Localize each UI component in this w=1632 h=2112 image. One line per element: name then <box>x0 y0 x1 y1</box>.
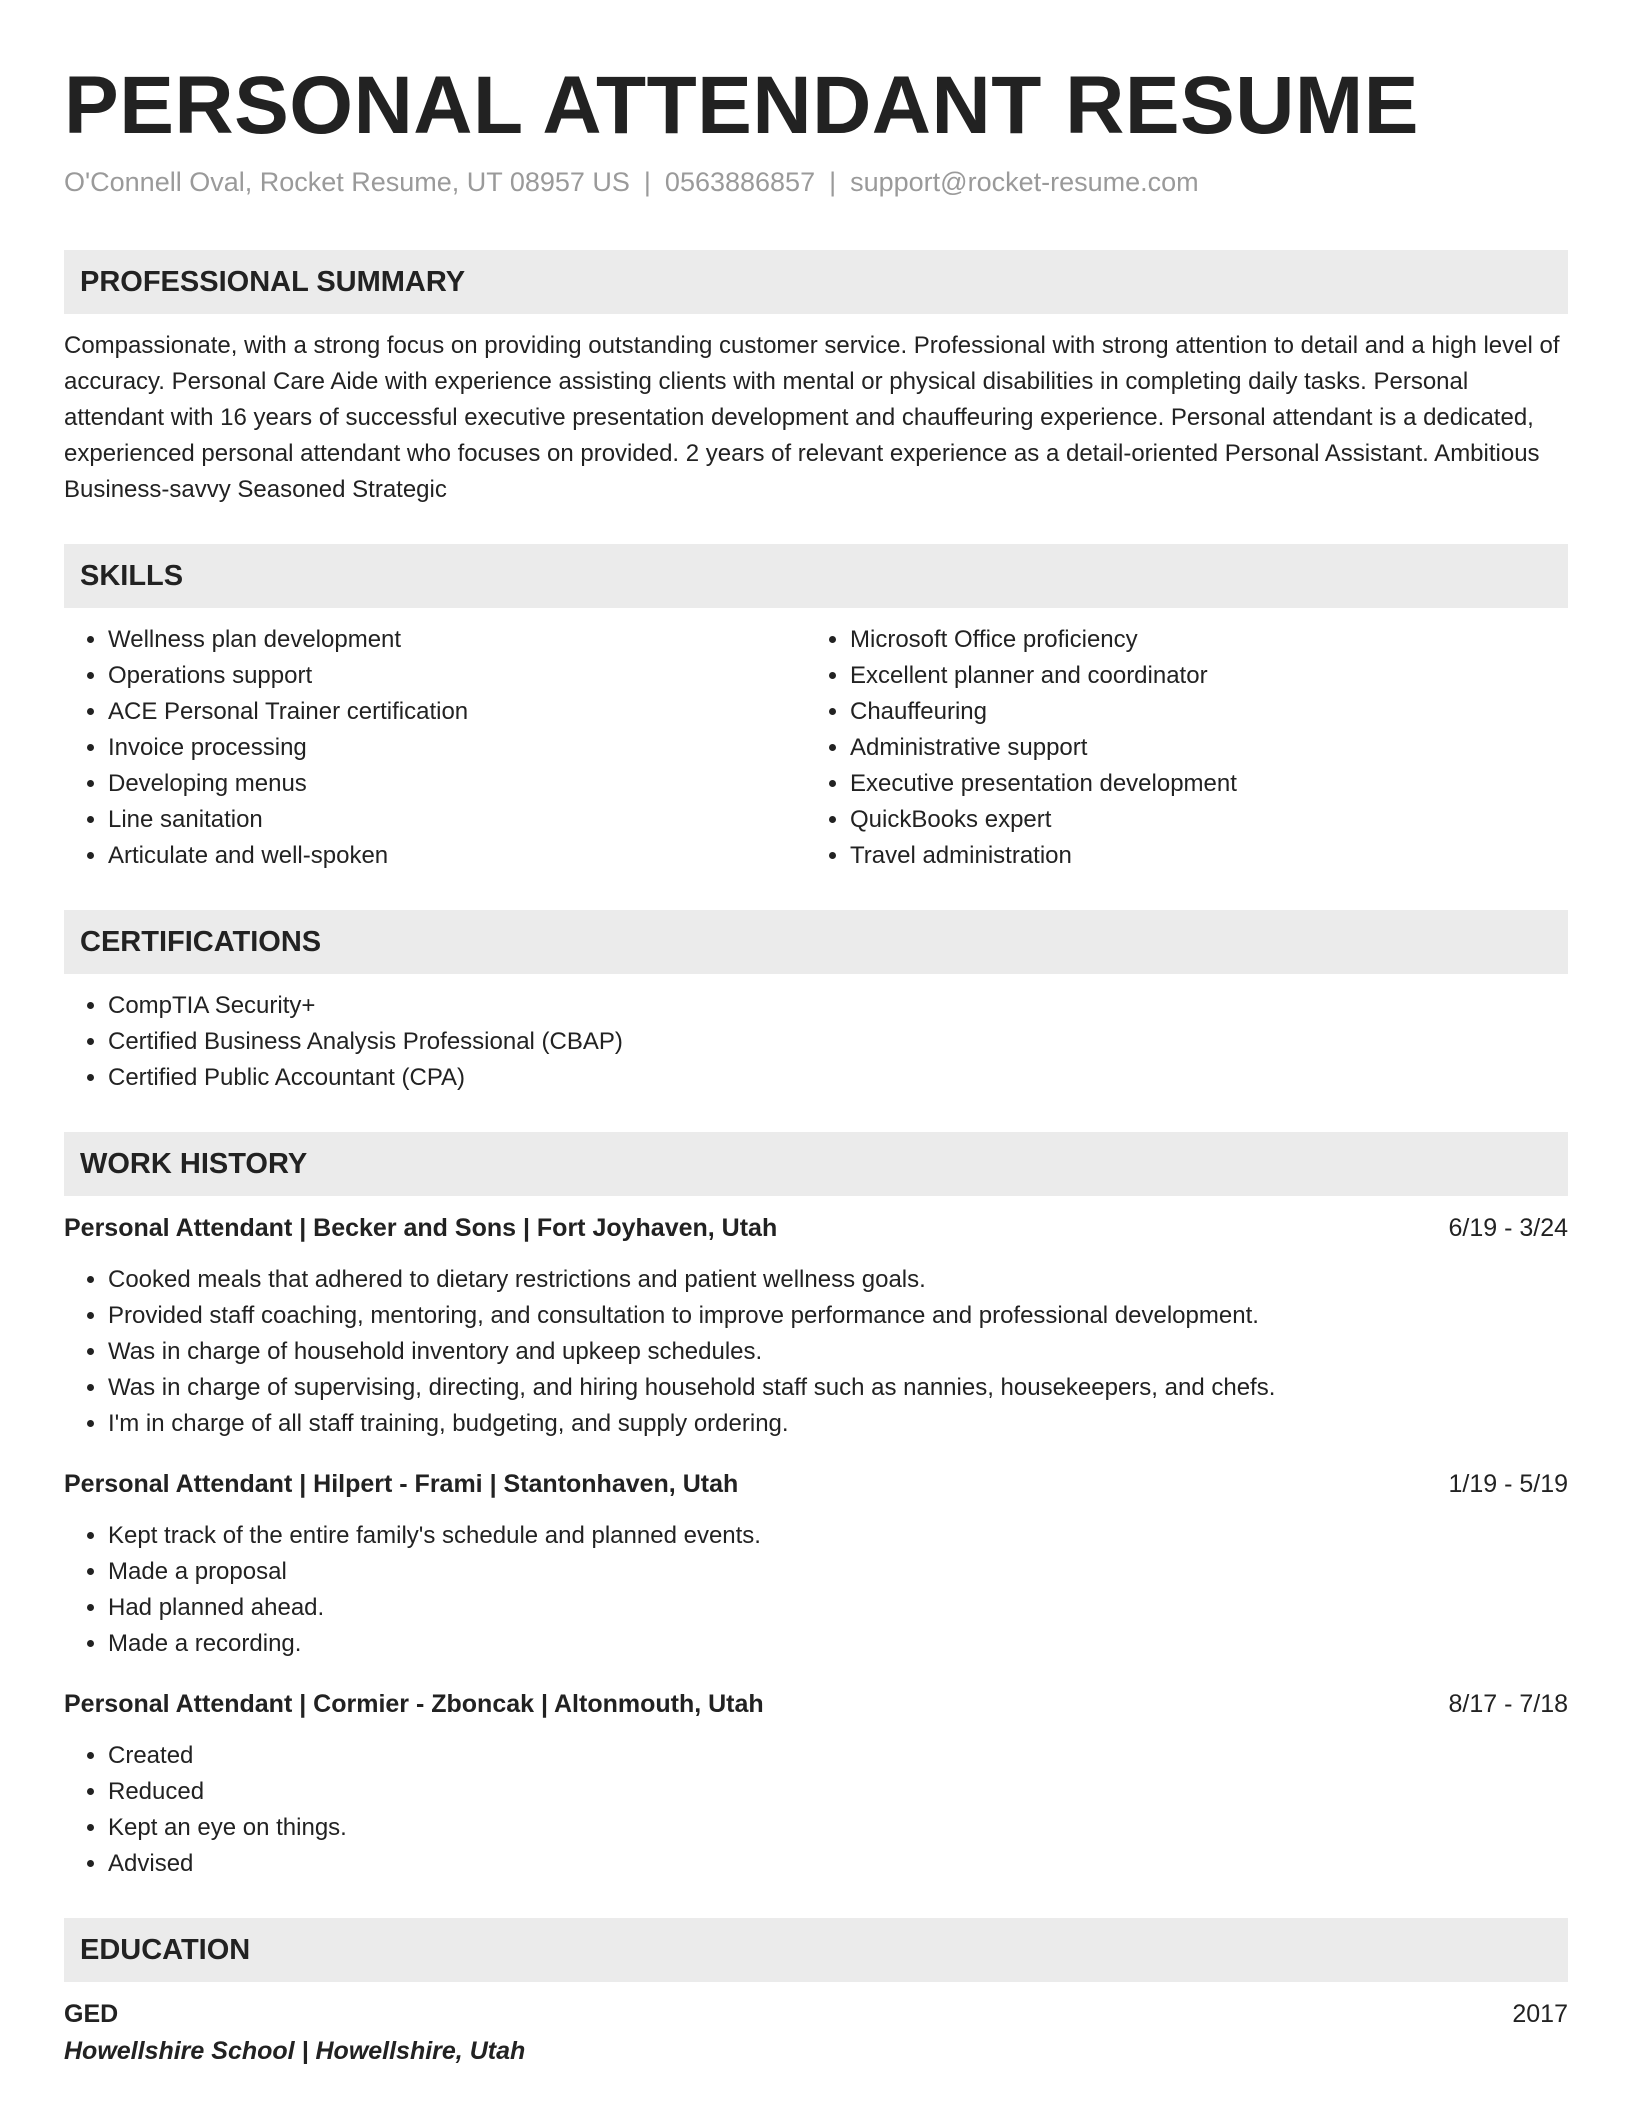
skill-item: • Administrative support <box>850 730 1548 766</box>
skill-item: • Executive presentation development <box>850 766 1548 802</box>
skill-item: • Wellness plan development <box>108 622 806 658</box>
job-header <box>64 1686 1568 1722</box>
job-title: Personal Attendant | Becker and Sons | Fort Joyhaven, Utah <box>64 1214 778 1242</box>
education-heading: EDUCATION <box>64 1918 1568 1982</box>
job-dates: 6/19 - 3/24 <box>1448 1214 1568 1242</box>
skills-heading: SKILLS <box>64 544 1568 608</box>
job-entry <box>64 1466 1568 1662</box>
skills-list-right <box>806 622 1548 874</box>
job-entry <box>64 1210 1568 1442</box>
contact-phone: 0563886857 <box>664 167 816 197</box>
education-school: Howellshire School | Howellshire, Utah <box>64 2037 526 2065</box>
education-degree: GED <box>64 2000 119 2028</box>
skill-item: • Articulate and well-spoken <box>108 838 806 874</box>
skill-item: • Developing menus <box>108 766 806 802</box>
skills-list-left <box>64 622 806 874</box>
job-bullet: • Made a recording. <box>108 1626 1568 1662</box>
skill-item: • QuickBooks expert <box>850 802 1548 838</box>
job-bullets <box>64 1518 1568 1662</box>
job-bullet: • Had planned ahead. <box>108 1590 1568 1626</box>
job-bullets <box>64 1738 1568 1882</box>
resume-page <box>64 56 1568 2070</box>
job-bullet: • Provided staff coaching, mentoring, and consultation to improve performance and professional development. <box>108 1298 1568 1334</box>
skill-item: • Chauffeuring <box>850 694 1548 730</box>
skill-item: • Microsoft Office proficiency <box>850 622 1548 658</box>
summary-heading: PROFESSIONAL SUMMARY <box>64 250 1568 314</box>
job-bullet: • Advised <box>108 1846 1568 1882</box>
skill-item: • Invoice processing <box>108 730 806 766</box>
job-bullets <box>64 1262 1568 1442</box>
summary-text: Compassionate, with a strong focus on providing outstanding customer service. Professional with strong attention to detail and a high level of accuracy. Personal Care Aide with experience assisting clients with mental or physical disabilities in completing daily tasks. Personal attendant with 16 years of successful executive presentation development and chauffeuring experience. Personal attendant is a dedicated, experienced personal attendant who focuses on provided. 2 years of relevant experience as a detail-oriented Personal Assistant. Ambitious Business-savvy Seasoned Strategic <box>64 332 1560 503</box>
resume-title: PERSONAL ATTENDANT RESUME <box>64 60 1419 151</box>
education-header <box>64 1996 1568 2032</box>
contact-line <box>64 164 1568 200</box>
skills-columns <box>64 622 1568 874</box>
skill-item: • ACE Personal Trainer certification <box>108 694 806 730</box>
skill-item: • Line sanitation <box>108 802 806 838</box>
contact-separator: | <box>643 167 651 197</box>
skill-item: • Travel administration <box>850 838 1548 874</box>
job-bullet: • Created <box>108 1738 1568 1774</box>
contact-address: O'Connell Oval, Rocket Resume, UT 08957 US <box>64 167 630 197</box>
job-header <box>64 1466 1568 1502</box>
contact-email: support@rocket-resume.com <box>850 167 1199 197</box>
job-title: Personal Attendant | Hilpert - Frami | Stantonhaven, Utah <box>64 1470 739 1498</box>
job-dates: 1/19 - 5/19 <box>1448 1470 1568 1498</box>
contact-separator: | <box>829 167 837 197</box>
job-bullet: • Kept an eye on things. <box>108 1810 1568 1846</box>
certification-item: • CompTIA Security+ <box>108 988 1568 1024</box>
job-bullet: • Was in charge of supervising, directing, and hiring household staff such as nannies, housekeepers, and chefs. <box>108 1370 1568 1406</box>
job-entry <box>64 1686 1568 1882</box>
skill-item: • Operations support <box>108 658 806 694</box>
education-year: 2017 <box>1512 2000 1568 2028</box>
job-bullet: • Made a proposal <box>108 1554 1568 1590</box>
job-bullet: • Reduced <box>108 1774 1568 1810</box>
job-bullet: • Was in charge of household inventory and upkeep schedules. <box>108 1334 1568 1370</box>
certification-item: • Certified Public Accountant (CPA) <box>108 1060 1568 1096</box>
job-bullet: • I'm in charge of all staff training, budgeting, and supply ordering. <box>108 1406 1568 1442</box>
job-header <box>64 1210 1568 1246</box>
work-history-heading: WORK HISTORY <box>64 1132 1568 1196</box>
certifications-heading: CERTIFICATIONS <box>64 910 1568 974</box>
job-dates: 8/17 - 7/18 <box>1448 1690 1568 1718</box>
skill-item: • Excellent planner and coordinator <box>850 658 1548 694</box>
job-title: Personal Attendant | Cormier - Zboncak | Altonmouth, Utah <box>64 1690 764 1718</box>
job-bullet: • Cooked meals that adhered to dietary restrictions and patient wellness goals. <box>108 1262 1568 1298</box>
certification-item: • Certified Business Analysis Professional (CBAP) <box>108 1024 1568 1060</box>
job-bullet: • Kept track of the entire family's schedule and planned events. <box>108 1518 1568 1554</box>
certifications-list <box>64 988 1568 1096</box>
